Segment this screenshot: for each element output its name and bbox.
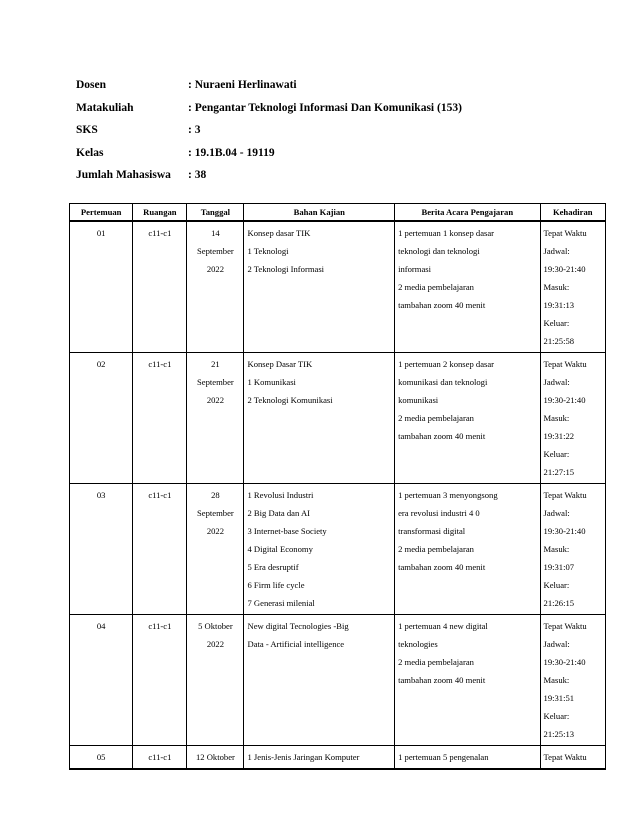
berita-cell [395, 746, 540, 770]
kehadiran-line: Masuk: [543, 413, 570, 423]
kehadiran-line: 19:30-21:40 [543, 395, 586, 405]
kehadiran-line: Keluar: [543, 318, 570, 328]
berita-line: informasi [398, 264, 432, 274]
tanggal-cell [187, 221, 244, 353]
kehadiran-cell [540, 221, 605, 353]
berita-line: tambahan zoom 40 menit [398, 431, 486, 441]
berita-line: tambahan zoom 40 menit [398, 562, 486, 572]
info-row-matakuliah [76, 97, 596, 120]
kehadiran-line: Tepat Waktu [543, 752, 587, 762]
info-value: : Nuraeni Herlinawati [188, 79, 297, 92]
bahan-line: 4 Digital Economy [247, 544, 313, 554]
bahan-line: 5 Era desruptif [247, 562, 299, 572]
kehadiran-cell [540, 353, 605, 484]
kehadiran-line: Keluar: [543, 449, 570, 459]
table-row [70, 746, 606, 770]
ruangan-cell: c11-c1 [133, 746, 187, 770]
column-header: Pertemuan [70, 204, 133, 222]
bahan-line: Konsep dasar TIK [247, 228, 311, 238]
bahan-cell [244, 221, 395, 353]
bahan-line: Konsep Dasar TIK [247, 359, 313, 369]
pertemuan-cell: 02 [70, 353, 133, 484]
bahan-line: 3 Internet-base Society [247, 526, 327, 536]
bahan-line: Data - Artificial intelligence [247, 639, 345, 649]
info-value: : 3 [188, 124, 201, 137]
kehadiran-line: 19:31:13 [543, 300, 575, 310]
bahan-line: 1 Jenis-Jenis Jaringan Komputer [247, 752, 360, 762]
berita-line: era revolusi industri 4 0 [398, 508, 480, 518]
bahan-line: 2 Teknologi Informasi [247, 264, 325, 274]
bahan-cell [244, 746, 395, 770]
bahan-line: 2 Big Data dan AI [247, 508, 311, 518]
info-row-jumlah [76, 164, 596, 187]
berita-line: 1 pertemuan 2 konsep dasar [398, 359, 495, 369]
berita-line: transformasi digital [398, 526, 466, 536]
ruangan-cell: c11-c1 [133, 221, 187, 353]
berita-line: komunikasi [398, 395, 439, 405]
bahan-cell [244, 484, 395, 615]
tanggal-line: September [197, 246, 234, 256]
tanggal-line: 14 [211, 228, 220, 238]
course-info [76, 74, 596, 187]
info-row-kelas [76, 142, 596, 165]
tanggal-line: 28 [211, 490, 220, 500]
tanggal-line: September [197, 377, 234, 387]
info-row-dosen [76, 74, 596, 97]
bahan-cell [244, 615, 395, 746]
berita-line: teknologi dan teknologi [398, 246, 480, 256]
column-header: Bahan Kajian [244, 204, 395, 222]
berita-line: komunikasi dan teknologi [398, 377, 488, 387]
kehadiran-line: 19:31:22 [543, 431, 575, 441]
schedule-table [69, 203, 606, 770]
ruangan-cell: c11-c1 [133, 353, 187, 484]
column-header: Tanggal [187, 204, 244, 222]
kehadiran-line: Tepat Waktu [543, 359, 587, 369]
kehadiran-line: Masuk: [543, 282, 570, 292]
berita-line: 2 media pembelajaran [398, 544, 474, 554]
pertemuan-cell: 05 [70, 746, 133, 770]
info-label: Dosen [76, 79, 107, 92]
kehadiran-line: 21:25:13 [543, 729, 575, 739]
berita-line: 1 pertemuan 1 konsep dasar [398, 228, 495, 238]
table-row [70, 221, 606, 353]
table-header-row [70, 204, 606, 222]
kehadiran-line: Jadwal: [543, 508, 570, 518]
info-label: Matakuliah [76, 101, 134, 114]
kehadiran-line: Jadwal: [543, 639, 570, 649]
kehadiran-line: Keluar: [543, 711, 570, 721]
info-value: : 19.1B.04 - 19119 [188, 146, 275, 159]
berita-line: 2 media pembelajaran [398, 657, 474, 667]
bahan-line: 7 Generasi milenial [247, 598, 315, 608]
berita-cell [395, 353, 540, 484]
kehadiran-line: 19:30-21:40 [543, 657, 586, 667]
kehadiran-cell [540, 484, 605, 615]
kehadiran-line: Tepat Waktu [543, 621, 587, 631]
ruangan-cell: c11-c1 [133, 615, 187, 746]
berita-cell [395, 615, 540, 746]
berita-cell [395, 221, 540, 353]
tanggal-cell [187, 746, 244, 770]
tanggal-line: 5 Oktober [198, 621, 233, 631]
bahan-line: 2 Teknologi Komunikasi [247, 395, 333, 405]
bahan-line: 6 Firm life cycle [247, 580, 305, 590]
tanggal-line: 2022 [206, 639, 225, 649]
kehadiran-line: 21:26:15 [543, 598, 575, 608]
kehadiran-line: 19:31:51 [543, 693, 575, 703]
kehadiran-cell [540, 746, 605, 770]
kehadiran-line: Masuk: [543, 544, 570, 554]
berita-line: 2 media pembelajaran [398, 282, 474, 292]
table-row [70, 353, 606, 484]
pertemuan-cell: 04 [70, 615, 133, 746]
kehadiran-line: Tepat Waktu [543, 228, 587, 238]
info-row-sks [76, 119, 596, 142]
info-value: : 38 [188, 169, 207, 182]
info-label: Kelas [76, 146, 104, 159]
kehadiran-line: 19:30-21:40 [543, 526, 586, 536]
berita-line: 2 media pembelajaran [398, 413, 474, 423]
bahan-line: 1 Teknologi [247, 246, 289, 256]
table-row [70, 615, 606, 746]
bahan-cell [244, 353, 395, 484]
kehadiran-line: 19:30-21:40 [543, 264, 586, 274]
bahan-line: 1 Komunikasi [247, 377, 296, 387]
kehadiran-line: Masuk: [543, 675, 570, 685]
info-label: Jumlah Mahasiswa [76, 169, 171, 182]
info-label: SKS [76, 124, 98, 137]
pertemuan-cell: 03 [70, 484, 133, 615]
kehadiran-line: 21:25:58 [543, 336, 575, 346]
kehadiran-line: Tepat Waktu [543, 490, 587, 500]
tanggal-cell [187, 615, 244, 746]
column-header: Kehadiran [540, 204, 605, 222]
kehadiran-line: Jadwal: [543, 246, 570, 256]
tanggal-line: 2022 [206, 264, 225, 274]
berita-line: 1 pertemuan 3 menyongsong [398, 490, 498, 500]
kehadiran-cell [540, 615, 605, 746]
pertemuan-cell: 01 [70, 221, 133, 353]
tanggal-cell [187, 353, 244, 484]
berita-line: tambahan zoom 40 menit [398, 675, 486, 685]
berita-cell [395, 484, 540, 615]
kehadiran-line: 21:27:15 [543, 467, 575, 477]
kehadiran-line: Jadwal: [543, 377, 570, 387]
kehadiran-line: Keluar: [543, 580, 570, 590]
berita-line: 1 pertemuan 4 new digital [398, 621, 488, 631]
berita-line: 1 pertemuan 5 pengenalan [398, 752, 489, 762]
berita-line: teknologies [398, 639, 438, 649]
kehadiran-line: 19:31:07 [543, 562, 575, 572]
tanggal-line: 12 Oktober [195, 752, 235, 762]
table-row [70, 484, 606, 615]
ruangan-cell: c11-c1 [133, 484, 187, 615]
bahan-line: 1 Revolusi Industri [247, 490, 314, 500]
tanggal-line: September [197, 508, 234, 518]
column-header: Ruangan [133, 204, 187, 222]
tanggal-line: 21 [211, 359, 220, 369]
column-header: Berita Acara Pengajaran [395, 204, 540, 222]
tanggal-cell [187, 484, 244, 615]
berita-line: tambahan zoom 40 menit [398, 300, 486, 310]
tanggal-line: 2022 [206, 526, 225, 536]
tanggal-line: 2022 [206, 395, 225, 405]
info-value: : Pengantar Teknologi Informasi Dan Komunikasi (153) [188, 101, 462, 114]
bahan-line: New digital Tecnologies -Big [247, 621, 349, 631]
